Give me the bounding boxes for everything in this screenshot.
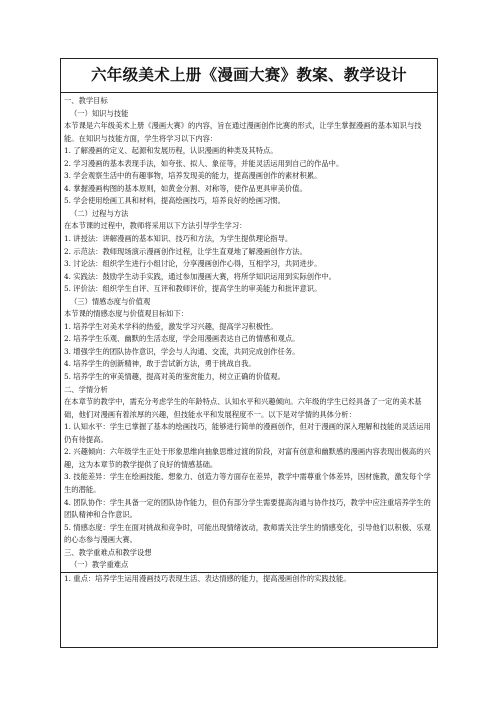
section-heading: 一、教学目标 — [64, 96, 108, 105]
table-row: 1. 重点：培养学生运用漫画技巧表现生活、表达情感的能力，提高漫画创作的实践技能。 — [61, 572, 437, 586]
subsection-heading: （一）教学重难点 — [70, 560, 129, 570]
paragraph: 1. 认知水平：学生已掌握了基本的绘画技巧，能够进行简单的漫画创作，但对于漫画的深入理解和技能的灵活运用仍有待提高。 — [64, 422, 431, 444]
text-line: 3. 讨论法：组织学生进行小组讨论，分享漫画创作心得，互相学习，共同进步。 — [64, 259, 322, 269]
text-line: 4. 掌握漫画构图的基本原则，如黄金分割、对称等，使作品更具审美价值。 — [64, 183, 307, 193]
subsection-heading: （一）知识与技能 — [70, 108, 129, 118]
subsection-heading: （三）情感态度与价值观 — [70, 296, 151, 306]
text-line: 4. 培养学生的创新精神，敢于尝试新方法，勇于挑战自我。 — [64, 359, 256, 369]
text-line: 2. 培养学生乐观、幽默的生活态度，学会用漫画表达自己的情感和观点。 — [64, 334, 300, 344]
paragraph: 2. 兴趣倾向：六年级学生正处于形象思维向抽象思维过渡的阶段，对富有创意和幽默感的漫画内容表现出极高的兴趣，这为本章节的教学提供了良好的情感基础。 — [64, 447, 431, 469]
subsection-heading: （二）过程与方法 — [70, 208, 129, 218]
paragraph: 3. 技能差异：学生在绘画技能、想象力、创造力等方面存在差异，教学中需尊重个体差异，因材施教，激发每个学生的潜能。 — [64, 472, 431, 494]
text-line: 3. 学会观察生活中的有趣事物，培养发现美的能力，提高漫画创作的素材积累。 — [64, 171, 322, 181]
text-line: 1. 讲授法：讲解漫画的基本知识、技巧和方法，为学生提供理论指导。 — [64, 234, 293, 244]
text-line: 1. 了解漫画的定义、起源和发展历程，认识漫画的种类及其特点。 — [64, 146, 278, 156]
text-line: 2. 示范法：教师现场演示漫画创作过程，让学生直观地了解漫画创作方法。 — [64, 246, 307, 256]
section-heading: 三、教学重难点和教学设想 — [64, 547, 152, 557]
text-line: 5. 评价法：组织学生自评、互评和教师评价，提高学生的审美能力和批评意识。 — [64, 284, 322, 294]
paragraph: 本节课是六年级美术上册《漫画大赛》的内容，旨在通过漫画创作比赛的形式，让学生掌握漫画的基本知识与技能。在知识与技能方面，学生将学习以下内容： — [64, 121, 422, 143]
document-body — [61, 93, 437, 585]
document-title: 六年级美术上册《漫画大赛》教案、教学设计 — [61, 59, 437, 93]
text-line: 1. 培养学生对美术学科的热爱，激发学习兴趣，提高学习积极性。 — [64, 321, 278, 331]
text-line: 本节课的情感态度与价值观目标如下： — [64, 309, 189, 319]
paragraph: 4. 团队协作：学生具备一定的团队协作能力，但仍有部分学生需要提高沟通与协作技巧，教学中应注重培养学生的团队精神和合作意识。 — [64, 497, 431, 520]
paragraph: 在本章节的教学中，需充分考虑学生的年龄特点、认知水平和兴趣倾向。六年级的学生已经具备了一定的美术基础，他们对漫画有着浓厚的兴趣，但技能水平和发展程度不一。以下是对学情的具体分析： — [64, 397, 422, 419]
paragraph: 5. 情感态度：学生在面对挑战和竞争时，可能出现情绪波动，教师需关注学生的情感变化，引导他们以积极、乐观的心态参与漫画大赛。 — [64, 522, 431, 545]
text-line: 3. 增强学生的团队协作意识，学会与人沟通、交流，共同完成创作任务。 — [64, 346, 300, 356]
section-heading: 二、学情分析 — [64, 384, 108, 394]
text-line: 5. 学会使用绘画工具和材料，提高绘画技巧，培养良好的绘画习惯。 — [64, 196, 285, 206]
text-line: 2. 学习漫画的基本表现手法，如夸张、拟人、象征等，并能灵活运用到自己的作品中。 — [64, 158, 344, 168]
text-line: 在本节课的过程中，教师将采用以下方法引导学生学习： — [64, 221, 247, 231]
document-page — [60, 58, 438, 648]
text-line: 5. 培养学生的审美情趣，提高对美的鉴赏能力，树立正确的价值观。 — [64, 372, 285, 382]
text-line: 4. 实践法：鼓励学生动手实践，通过参加漫画大赛，将所学知识运用到实际创作中。 — [64, 271, 336, 281]
